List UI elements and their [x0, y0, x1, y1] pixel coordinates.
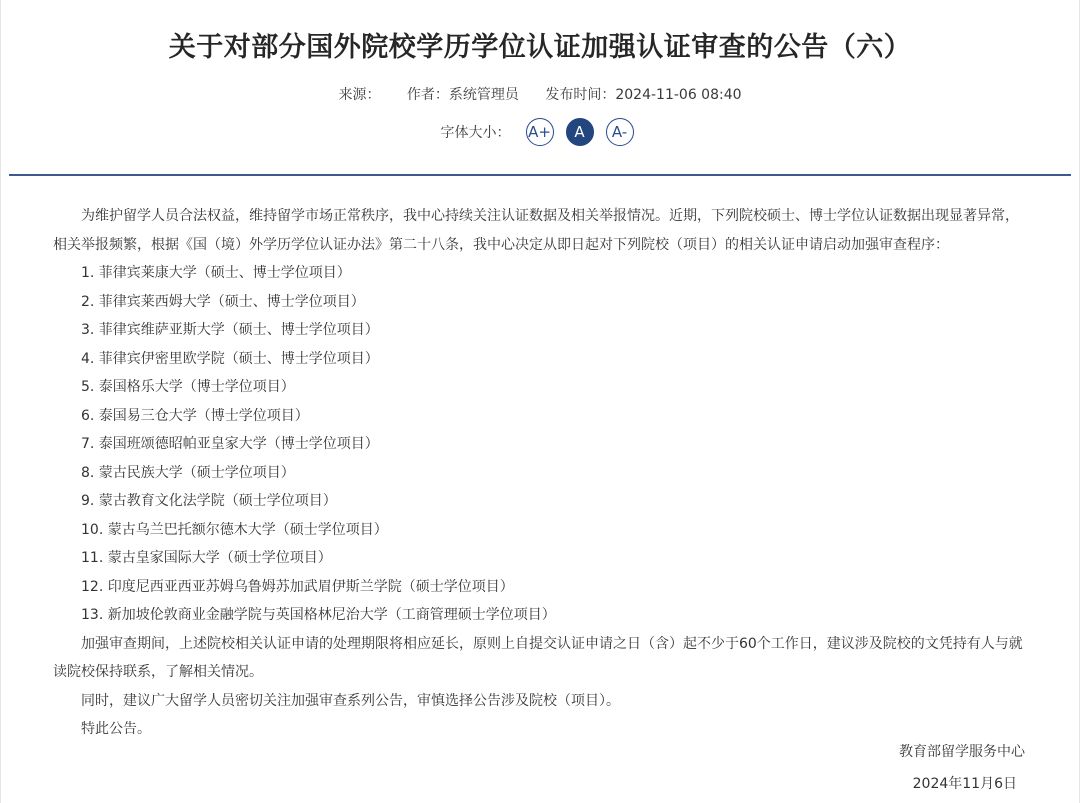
list-item: 13. 新加坡伦敦商业金融学院与英国格林尼治大学（工商管理硕士学位项目） — [81, 607, 556, 623]
issue-date: 2024年11月6日 — [912, 776, 1017, 792]
font-size-controls — [1, 118, 1079, 146]
list-item: 6. 泰国易三仓大学（博士学位项目） — [81, 407, 309, 424]
font-normal-button[interactable]: A — [566, 118, 594, 146]
author-label: 作者：系统管理员 — [406, 87, 519, 103]
intro-paragraph: 为维护留学人员合法权益，维持留学市场正常秩序，我中心持续关注认证数据及相关举报情况。近期，下列院校硕士、博士学位认证数据出现显著异常，相关举报频繁，根据《国（境）外学历学位认证办法》第二十八条，我中心决定从即日起对下列院校（项目）的相关认证申请启动加强审查程序： — [53, 208, 1019, 253]
article-meta — [1, 85, 1079, 105]
list-item: 9. 蒙古教育文化法学院（硕士学位项目） — [81, 493, 337, 509]
source-label: 来源： — [338, 87, 381, 103]
list-item: 12. 印度尼西亚西亚苏姆乌鲁姆苏加武眉伊斯兰学院（硕士学位项目） — [81, 578, 514, 595]
list-item: 11. 蒙古皇家国际大学（硕士学位项目） — [81, 550, 332, 566]
advice-paragraph: 同时，建议广大留学人员密切关注加强审查系列公告，审慎选择公告涉及院校（项目）。 — [81, 692, 620, 709]
header-divider — [9, 174, 1071, 176]
publish-time: 发布时间：2024-11-06 08:40 — [545, 87, 742, 103]
list-item: 7. 泰国班颂德昭帕亚皇家大学（博士学位项目） — [81, 436, 379, 452]
page-title: 关于对部分国外院校学历学位认证加强认证审查的公告（六） — [168, 32, 912, 63]
list-item: 5. 泰国格乐大学（博士学位项目） — [81, 379, 295, 395]
list-item: 10. 蒙古乌兰巴托额尔德木大学（硕士学位项目） — [81, 521, 388, 538]
issuer-signature: 教育部留学服务中心 — [899, 744, 1025, 760]
font-increase-button[interactable]: A+ — [526, 118, 554, 146]
list-item: 4. 菲律宾伊密里欧学院（硕士、博士学位项目） — [81, 350, 379, 367]
review-period-paragraph: 加强审查期间，上述院校相关认证申请的处理期限将相应延长，原则上自提交认证申请之日（含）起不少于60个工作日，建议涉及院校的文凭持有人与就读院校保持联系，了解相关情况。 — [53, 635, 1023, 680]
article-body — [53, 202, 1027, 744]
list-item: 2. 菲律宾莱西姆大学（硕士、博士学位项目） — [81, 293, 365, 310]
list-item: 3. 菲律宾维萨亚斯大学（硕士、博士学位项目） — [81, 322, 379, 338]
closing-paragraph: 特此公告。 — [81, 721, 151, 737]
list-item: 8. 蒙古民族大学（硕士学位项目） — [81, 464, 295, 481]
list-item: 1. 菲律宾莱康大学（硕士、博士学位项目） — [81, 265, 351, 281]
font-decrease-button[interactable]: A- — [606, 118, 634, 146]
font-size-label: 字体大小： — [440, 125, 511, 141]
